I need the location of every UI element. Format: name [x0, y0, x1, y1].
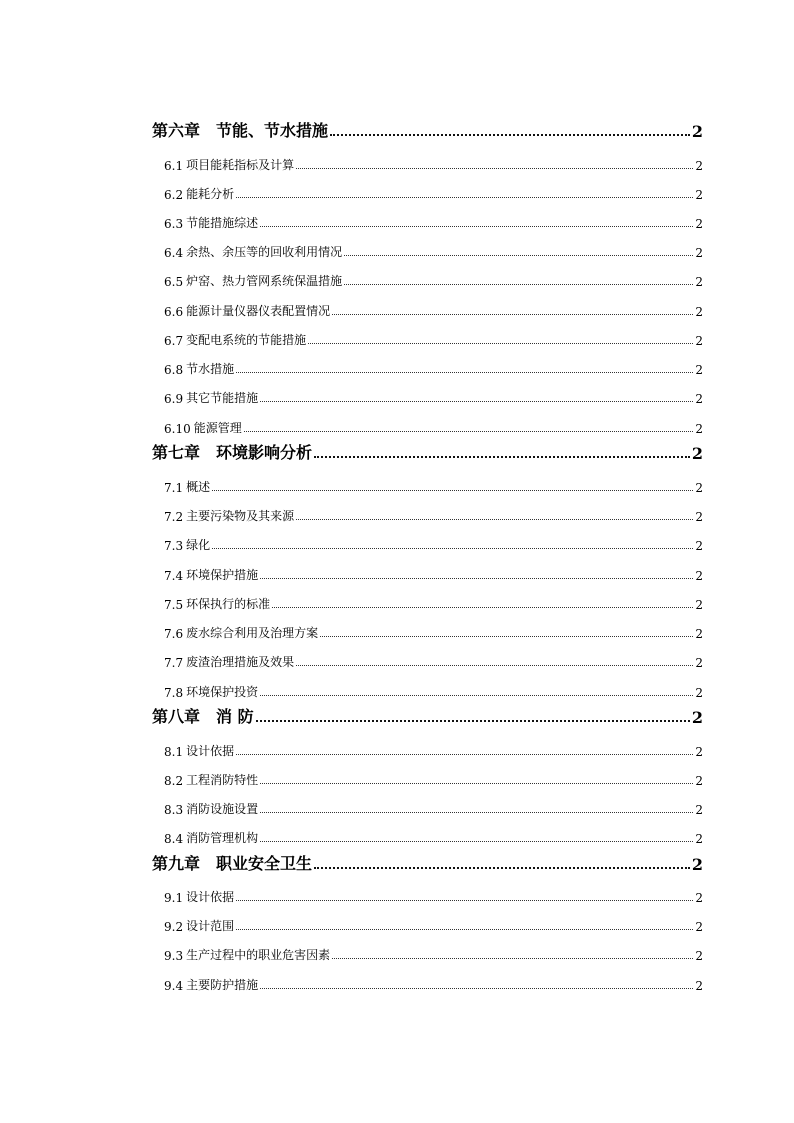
toc-dot-leader: [344, 255, 693, 256]
toc-section-entry[interactable]: [164, 359, 703, 377]
toc-dot-leader: [260, 783, 693, 784]
toc-entry-number: 第八章: [152, 707, 201, 726]
toc-page-number: 2: [695, 745, 703, 759]
toc-section-entry[interactable]: [164, 388, 703, 406]
toc-dot-leader: [236, 197, 693, 198]
toc-entry-title: 余热、余压等的回收利用情况: [186, 245, 343, 259]
toc-page-number: 2: [695, 305, 703, 319]
toc-page-number: 2: [695, 392, 703, 406]
toc-section-entry[interactable]: [164, 477, 703, 495]
toc-entry-title: 废渣治理措施及效果: [186, 655, 295, 669]
toc-entry-title: 能耗分析: [186, 187, 235, 201]
toc-entry-number: 8.3: [164, 803, 184, 817]
toc-dot-leader: [260, 401, 693, 402]
toc-entry-title: 节能措施综述: [186, 216, 259, 230]
toc-entry-number: 6.8: [164, 363, 184, 377]
toc-section-entry[interactable]: [164, 535, 703, 553]
toc-entry-title: 设计范围: [186, 919, 235, 933]
toc-dot-leader: [296, 519, 693, 520]
toc-section-entry[interactable]: [164, 682, 703, 700]
toc-section-entry[interactable]: [164, 213, 703, 231]
toc-section-entry[interactable]: [164, 301, 703, 319]
toc-section-entry[interactable]: [164, 652, 703, 670]
toc-entry-title: 生产过程中的职业危害因素: [186, 948, 331, 962]
toc-entry-title: 能源管理: [193, 421, 242, 435]
toc-section-entry[interactable]: [164, 506, 703, 524]
toc-dot-leader: [244, 431, 694, 432]
toc-dot-leader: [236, 900, 693, 901]
toc-entry-title: 环境保护投资: [186, 685, 259, 699]
toc-page-number: 2: [695, 774, 703, 788]
toc-entry-title: 设计依据: [186, 744, 235, 758]
toc-dot-leader: [272, 607, 693, 608]
toc-section-entry[interactable]: [164, 770, 703, 788]
toc-entry-number: 第六章: [152, 121, 201, 140]
toc-entry-title: 设计依据: [186, 890, 235, 904]
toc-section-entry[interactable]: [164, 242, 703, 260]
toc-section-entry[interactable]: [164, 418, 703, 436]
toc-page-number: 2: [695, 891, 703, 905]
toc-page-number: 2: [695, 363, 703, 377]
toc-entry-number: 6.4: [164, 246, 184, 260]
toc-entry-title: 职业安全卫生: [216, 854, 313, 873]
toc-entry-title: 炉窑、热力管网系统保温措施: [186, 274, 343, 288]
toc-dot-leader: [332, 958, 693, 959]
toc-dot-leader: [236, 929, 693, 930]
toc-entry-number: 7.8: [164, 686, 184, 700]
toc-entry-number: 6.3: [164, 217, 184, 231]
toc-dot-leader: [212, 490, 693, 491]
toc-page-number: 2: [695, 832, 703, 846]
toc-entry-number: 8.1: [164, 745, 184, 759]
toc-entry-title: 消防管理机构: [186, 831, 259, 845]
toc-section-entry[interactable]: [164, 916, 703, 934]
toc-entry-title: 主要污染物及其来源: [186, 509, 295, 523]
toc-entry-title: 节水措施: [186, 362, 235, 376]
toc-entry-number: 6.9: [164, 392, 184, 406]
toc-entry-number: 6.1: [164, 159, 184, 173]
toc-entry-number: 9.2: [164, 920, 184, 934]
toc-entry-title: 概述: [186, 480, 211, 494]
toc-dot-leader: [308, 343, 693, 344]
toc-entry-number: 6.5: [164, 275, 184, 289]
toc-section-entry[interactable]: [164, 741, 703, 759]
toc-entry-title: 消 防: [216, 707, 254, 726]
toc-section-entry[interactable]: [164, 594, 703, 612]
toc-entry-title: 其它节能措施: [186, 391, 259, 405]
toc-entry-number: 7.3: [164, 539, 184, 553]
toc-entry-number: 7.7: [164, 656, 184, 670]
toc-entry-title: 节能、节水措施: [216, 121, 329, 140]
toc-page-number: 2: [695, 188, 703, 202]
toc-page-number: 2: [695, 217, 703, 231]
toc-page-number: 2: [691, 122, 703, 141]
toc-entry-number: 7.5: [164, 598, 184, 612]
toc-dot-leader: [236, 754, 693, 755]
toc-page-number: 2: [695, 275, 703, 289]
toc-section-entry[interactable]: [164, 799, 703, 817]
toc-dot-leader: [314, 456, 690, 458]
toc-entry-title: 项目能耗指标及计算: [186, 158, 295, 172]
toc-page-number: 2: [695, 159, 703, 173]
toc-section-entry[interactable]: [164, 945, 703, 963]
toc-entry-title: 绿化: [186, 538, 211, 552]
toc-page-number: 2: [695, 598, 703, 612]
toc-page-number: 2: [691, 855, 703, 874]
toc-dot-leader: [236, 372, 693, 373]
toc-entry-number: 7.1: [164, 481, 184, 495]
toc-page-number: 2: [695, 246, 703, 260]
toc-entry-number: 第七章: [152, 443, 201, 462]
toc-section-entry[interactable]: [164, 565, 703, 583]
toc-section-entry[interactable]: [164, 887, 703, 905]
toc-entry-number: 6.2: [164, 188, 184, 202]
toc-chapter-entry[interactable]: [152, 119, 703, 141]
toc-chapter-entry[interactable]: [152, 852, 703, 874]
toc-entry-number: 9.3: [164, 949, 184, 963]
toc-entry-number: 6.10: [164, 422, 191, 436]
toc-page-number: 2: [695, 656, 703, 670]
toc-entry-title: 工程消防特性: [186, 773, 259, 787]
toc-entry-number: 8.4: [164, 832, 184, 846]
toc-page-number: 2: [695, 686, 703, 700]
toc-dot-leader: [260, 841, 693, 842]
toc-entry-title: 主要防护措施: [186, 978, 259, 992]
toc-dot-leader: [296, 168, 693, 169]
toc-entry-title: 废水综合利用及治理方案: [186, 626, 319, 640]
toc-page-number: 2: [695, 569, 703, 583]
toc-dot-leader: [260, 988, 693, 989]
toc-dot-leader: [330, 134, 690, 136]
toc-entry-number: 7.4: [164, 569, 184, 583]
toc-entry-number: 9.4: [164, 979, 184, 993]
toc-dot-leader: [260, 812, 693, 813]
toc-page-number: 2: [695, 334, 703, 348]
toc-entry-number: 6.6: [164, 305, 184, 319]
toc-dot-leader: [260, 226, 693, 227]
toc-entry-number: 第九章: [152, 854, 201, 873]
toc-entry-number: 7.2: [164, 510, 184, 524]
toc-section-entry[interactable]: [164, 623, 703, 641]
toc-entry-title: 变配电系统的节能措施: [186, 333, 307, 347]
toc-chapter-entry[interactable]: [152, 705, 703, 727]
toc-page-number: 2: [691, 708, 703, 727]
toc-dot-leader: [314, 867, 690, 869]
toc-entry-title: 环境保护措施: [186, 568, 259, 582]
toc-page-number: 2: [695, 539, 703, 553]
toc-section-entry[interactable]: [164, 330, 703, 348]
toc-chapter-entry[interactable]: [152, 441, 703, 463]
toc-entry-number: 6.7: [164, 334, 184, 348]
toc-section-entry[interactable]: [164, 184, 703, 202]
toc-dot-leader: [260, 578, 693, 579]
toc-entry-title: 环境影响分析: [216, 443, 313, 462]
toc-page-number: 2: [695, 949, 703, 963]
toc-section-entry[interactable]: [164, 828, 703, 846]
toc-section-entry[interactable]: [164, 271, 703, 289]
toc-page-number: 2: [695, 803, 703, 817]
toc-entry-number: 9.1: [164, 891, 184, 905]
toc-dot-leader: [332, 314, 693, 315]
toc-page-number: 2: [695, 627, 703, 641]
toc-entry-title: 消防设施设置: [186, 802, 259, 816]
toc-page-number: 2: [695, 481, 703, 495]
toc-page-number: 2: [695, 979, 703, 993]
toc-entry-number: 8.2: [164, 774, 184, 788]
toc-entry-title: 环保执行的标准: [186, 597, 271, 611]
toc-entry-title: 能源计量仪器仪表配置情况: [186, 304, 331, 318]
toc-dot-leader: [212, 548, 693, 549]
toc-section-entry[interactable]: [164, 975, 703, 993]
toc-page-number: 2: [695, 510, 703, 524]
toc-dot-leader: [256, 720, 690, 722]
toc-dot-leader: [320, 636, 693, 637]
toc-dot-leader: [260, 695, 693, 696]
toc-page-number: 2: [695, 422, 703, 436]
toc-page-number: 2: [691, 444, 703, 463]
toc-section-entry[interactable]: [164, 155, 703, 173]
toc-dot-leader: [296, 665, 693, 666]
toc-dot-leader: [344, 284, 693, 285]
toc-page-number: 2: [695, 920, 703, 934]
toc-entry-number: 7.6: [164, 627, 184, 641]
